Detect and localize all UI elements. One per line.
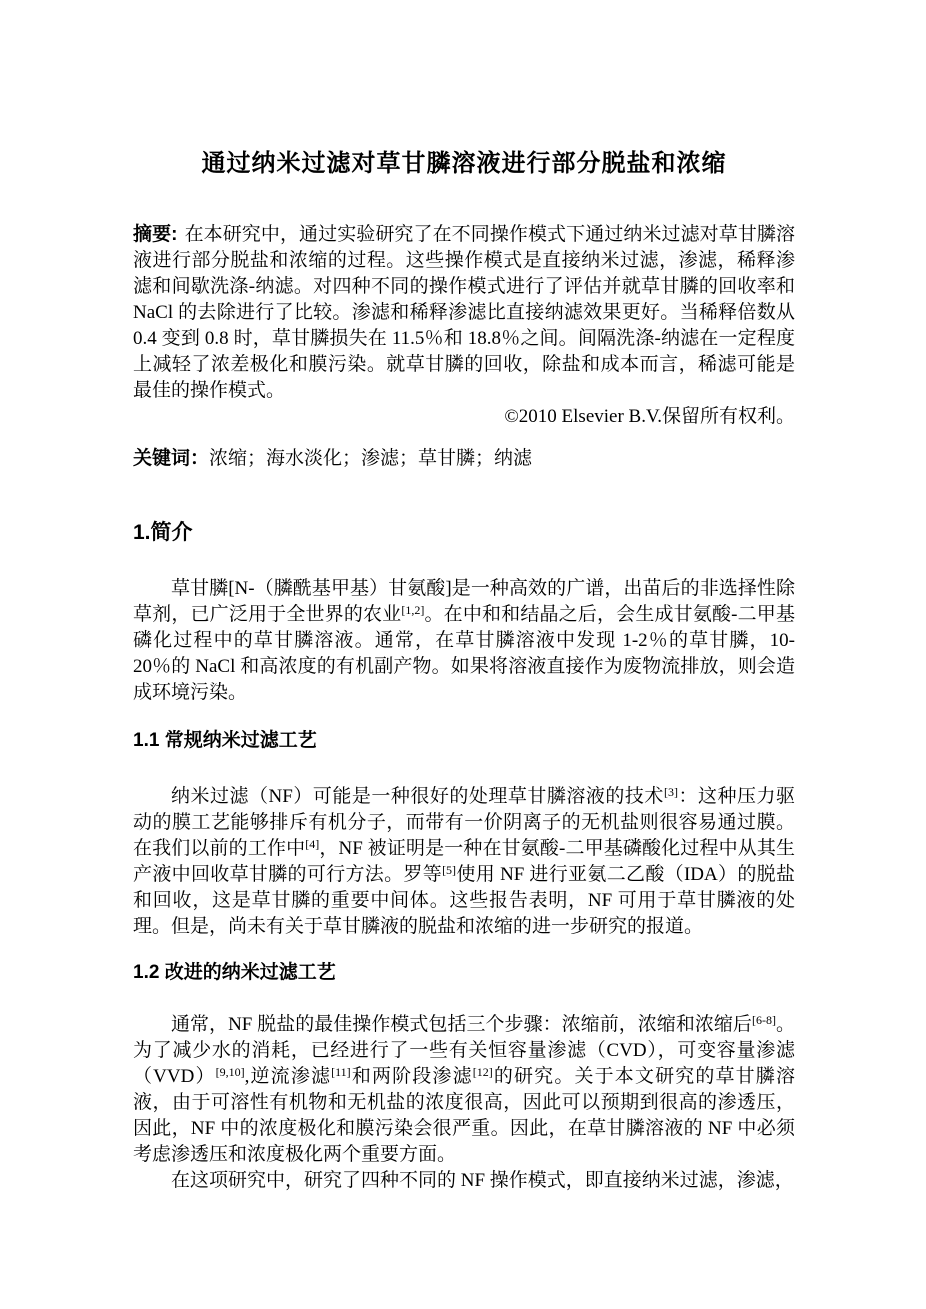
section-1-2-paragraph-1: 通常，NF 脱盐的最佳操作模式包括三个步骤：浓缩前，浓缩和浓缩后[6-8]。为了减少水的消耗，已经进行了一些有关恒容量渗滤（CVD），可变容量渗滤（VVD）[9,10],逆流渗滤[11]和两阶段渗滤[12]的研究。关于本文研究的草甘膦溶液，由于可溶性有机物和无机盐的浓度很高，因此可以预期到很高的渗透压，因此，NF 中的浓度极化和膜污染会很严重。因此，在草甘膦溶液的 NF 中必须考虑渗透压和浓度极化两个重要方面。 <box>133 1013 795 1165</box>
keywords-label: 关键词： <box>133 448 210 469</box>
keywords-line <box>133 446 795 472</box>
copyright-line: ©2010 Elsevier B.V.保留所有权利。 <box>504 406 795 427</box>
section-1-2-heading: 1.2 改进的纳米过滤工艺 <box>133 962 336 983</box>
document-title: 通过纳米过滤对草甘膦溶液进行部分脱盐和浓缩 <box>201 151 727 177</box>
abstract-paragraph <box>133 222 795 404</box>
section-1-heading: 1.简介 <box>133 521 193 544</box>
section-1-paragraph: 草甘膦[N-（膦酰基甲基）甘氨酸]是一种高效的广谱，出苗后的非选择性除草剂，已广泛用于全世界的农业[1,2]。在中和和结晶之后，会生成甘氨酸-二甲基磷化过程中的草甘膦溶液。通常，在草甘膦溶液中发现 1-2％的草甘膦，10-20％的 NaCl 和高浓度的有机副产物。如果将溶液直接作为废物流排放，则会造成环境污染。 <box>133 578 795 703</box>
section-1-1-paragraph: 纳米过滤（NF）可能是一种很好的处理草甘膦溶液的技术[3]：这种压力驱动的膜工艺能够排斥有机分子，而带有一价阴离子的无机盐则很容易通过膜。在我们以前的工作中[4]，NF 被证明是一种在甘氨酸-二甲基磷酸化过程中从其生产液中回收草甘膦的可行方法。罗等[5]使用 NF 进行亚氨二乙酸（IDA）的脱盐和回收，这是草甘膦的重要中间体。这些报告表明，NF 可用于草甘膦液的处理。但是，尚未有关于草甘膦液的脱盐和浓缩的进一步研究的报道。 <box>133 785 795 937</box>
abstract-text: 在本研究中，通过实验研究了在不同操作模式下通过纳米过滤对草甘膦溶液进行部分脱盐和浓缩的过程。这些操作模式是直接纳米过滤，渗滤，稀释渗滤和间歇洗涤-纳滤。对四种不同的操作模式进行了评估并就草甘膦的回收率和 NaCl 的去除进行了比较。渗滤和稀释渗滤比直接纳滤效果更好。当稀释倍数从 0.4 变到 0.8 时，草甘膦损失在 11.5％和 18.8％之间。间隔洗涤-纳滤在一定程度上减轻了浓差极化和膜污染。就草甘膦的回收，除盐和成本而言，稀滤可能是最佳的操作模式。 <box>133 224 795 401</box>
abstract-label: 摘要: <box>133 224 178 245</box>
section-1-1-heading: 1.1 常规纳米过滤工艺 <box>133 730 317 751</box>
keywords-text: 浓缩；海水淡化；渗滤；草甘膦；纳滤 <box>209 448 533 469</box>
section-1-2-paragraph-2: 在这项研究中，研究了四种不同的 NF 操作模式，即直接纳米过滤，渗滤， <box>171 1170 794 1191</box>
